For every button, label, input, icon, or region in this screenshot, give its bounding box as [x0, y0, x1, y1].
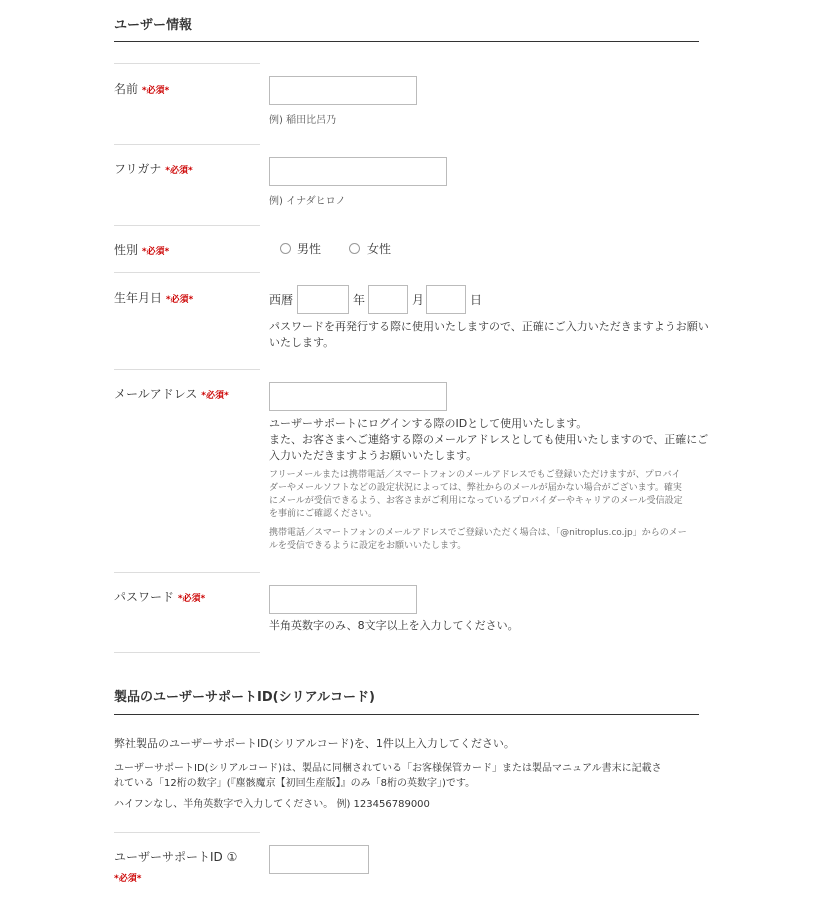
email-freemail-note: フリーメールまたは携帯電話／スマートフォンのメールアドレスでもご登録いただけますが、プロバイ ダーやメールソフトなどの設定状況によっては、弊社からのメールが届かない場合がございます。確実 にメールが受信できるよう、お客さまがご利用になっているプロバイダーやキャリアのメール受信設定 を事前にご確認ください。	[269, 470, 683, 519]
gender-male-radio[interactable]	[280, 243, 291, 254]
row-separator	[114, 63, 260, 64]
required-mark: *必須*	[165, 166, 193, 176]
gender-female-label[interactable]: 女性	[367, 242, 392, 256]
day-unit: 日	[470, 293, 483, 307]
kana-hint: 例) イナダヒロノ	[269, 196, 346, 207]
year-unit: 年	[353, 293, 366, 307]
email-mobile-note: 携帯電話／スマートフォンのメールアドレスでご登録いただく場合は、「@nitroplus.co.jp」からのメー ルを受信できるように設定をお願いいたします。	[269, 528, 687, 551]
section-title-serial: 製品のユーザーサポートID(シリアルコード)	[114, 690, 375, 705]
row-separator	[114, 572, 260, 573]
kana-input[interactable]	[269, 157, 447, 186]
era-label: 西暦	[269, 293, 294, 307]
serial-id-label: ユーザーサポートID ①	[114, 850, 238, 864]
email-note: ユーザーサポートにログインする際のIDとして使用いたします。 また、お客さまへご連絡する際のメールアドレスとしても使用いたしますので、正確にご 入力いただきますようお願いいたします。	[269, 417, 709, 462]
serial-detail: ユーザーサポートID(シリアルコード)は、製品に同梱されている「お客様保管カード」または製品マニュアル書末に記載さ れている「12桁の数字」(『塵骸魔京【初回生産版】』のみ「8桁の英数字」)です。	[114, 763, 662, 789]
gender-label: 性別 *必須*	[114, 243, 170, 257]
serial-intro: 弊社製品のユーザーサポートID(シリアルコード)を、1件以上入力してください。	[114, 737, 515, 750]
email-label: メールアドレス *必須*	[114, 387, 229, 401]
required-mark: *必須*	[177, 594, 206, 604]
row-separator	[114, 225, 260, 226]
required-mark: *必須*	[141, 86, 170, 96]
birthday-label: 生年月日 *必須*	[114, 291, 194, 305]
name-input[interactable]	[269, 76, 417, 105]
row-separator	[114, 832, 260, 833]
required-mark: *必須*	[165, 295, 194, 305]
section-title-user-info: ユーザー情報	[114, 18, 193, 33]
email-input[interactable]	[269, 382, 447, 411]
row-separator	[114, 369, 260, 370]
gender-male-label[interactable]: 男性	[297, 242, 322, 256]
password-label: パスワード *必須*	[114, 590, 206, 604]
birthday-note: パスワードを再発行する際に使用いたしますので、正確にご入力いただきますようお願い いたします。	[269, 320, 709, 349]
name-hint: 例) 稲田比呂乃	[269, 115, 337, 126]
birth-month-input[interactable]	[368, 285, 408, 314]
serial-format-note: ハイフンなし、半角英数字で入力してください。 例) 123456789000	[114, 799, 430, 810]
section-divider	[114, 41, 699, 42]
password-input[interactable]	[269, 585, 417, 614]
month-unit: 月	[412, 293, 425, 307]
name-label: 名前 *必須*	[114, 82, 170, 96]
serial-id-input[interactable]	[269, 845, 369, 874]
row-separator	[114, 652, 260, 653]
birth-day-input[interactable]	[426, 285, 466, 314]
row-separator	[114, 144, 260, 145]
required-mark: *必須*	[114, 874, 142, 884]
kana-label: フリガナ *必須*	[114, 162, 193, 176]
password-hint: 半角英数字のみ、8文字以上を入力してください。	[269, 619, 519, 632]
birth-year-input[interactable]	[297, 285, 349, 314]
row-separator	[114, 272, 260, 273]
required-mark: *必須*	[141, 247, 170, 257]
gender-female-radio[interactable]	[349, 243, 360, 254]
section-divider	[114, 714, 699, 715]
required-mark: *必須*	[201, 391, 229, 401]
